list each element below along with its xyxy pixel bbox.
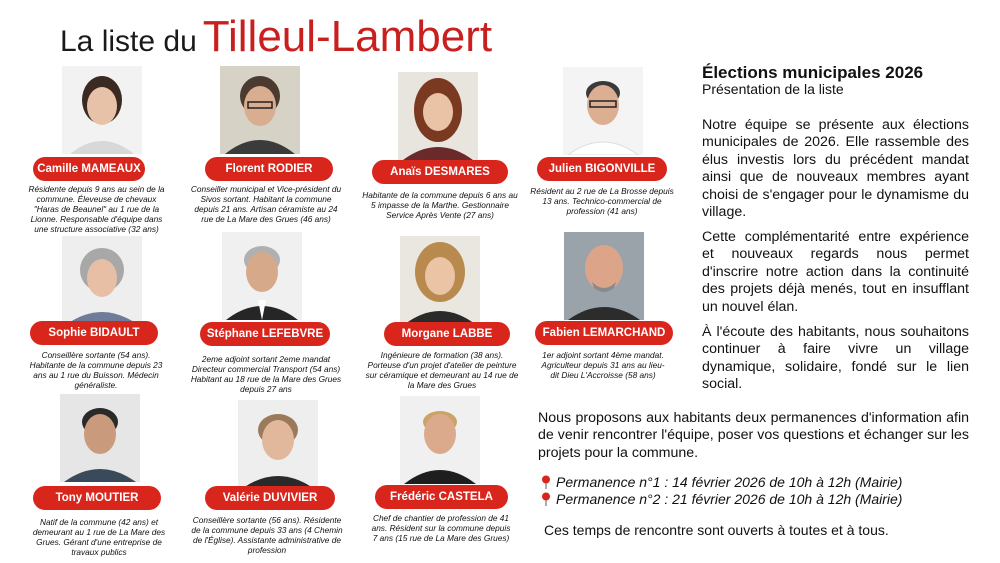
candidate-description: Conseillère sortante (54 ans). Habitante de la commune depuis 23 ans au 1 rue du Buisson. Médecin généraliste. [29, 350, 163, 390]
candidate-description: Résident au 2 rue de La Brosse depuis 13 ans. Technico-commercial de profession (41 ans) [530, 186, 674, 216]
candidate-name: Frédéric CASTELA [375, 485, 508, 509]
permanences-paragraph: Nous proposons aux habitants deux permanences d'information afin de venir rencontrer l'équipe, poser vos questions et échanger sur les projets pour la commune. [538, 410, 969, 461]
candidate-photo [62, 66, 142, 154]
candidate-photo [564, 232, 644, 320]
candidate-photo [400, 396, 480, 484]
candidate-photo [563, 67, 643, 155]
candidate-photo [62, 236, 142, 324]
permanence-2-text: Permanence n°2 : 21 février 2026 de 10h à 12h (Mairie) [556, 491, 903, 507]
candidate-name: Fabien LEMARCHAND [535, 321, 673, 345]
intro-paragraph: Notre équipe se présente aux élections municipales de 2026. Elle rassemble des élus investis lors du précédent mandat ainsi que de nouveaux membres ayant choisi de s'engager pour le dynamisme du village. [702, 117, 969, 221]
candidate-name: Valérie DUVIVIER [205, 486, 335, 510]
candidate-photo [220, 66, 300, 154]
candidate-description: Chef de chantier de profession de 41 ans. Résident sur la commune depuis 7 ans (15 rue de La Mare des Grues) [371, 513, 511, 543]
candidate-description: 1er adjoint sortant 4ème mandat. Agriculteur depuis 31 ans au lieu-dit Dieu L'Accroisse (58 ans) [541, 350, 665, 380]
permanence-2 [540, 491, 902, 507]
complementarity-paragraph: Cette complémentarité entre expérience et nouveaux regards nous permet d'inscrire notre action dans la continuité des projets déjà menés, tout en insufflant un nouvel élan. [702, 229, 969, 315]
candidate-name: Anaïs DESMARES [372, 160, 508, 184]
candidate-name: Camille MAMEAUX [33, 157, 145, 181]
candidate-description: Résidente depuis 9 ans au sein de la commune. Éleveuse de chevaux "Haras de Beaunel" au 1 rue de la Lionne. Responsable d'équipe dans une structure associative (32 ans) [28, 184, 165, 234]
listening-paragraph: À l'écoute des habitants, nous souhaitons continuer à faire vivre un village dynamique, solidaire, fondé sur le lien social. [702, 324, 969, 393]
candidate-name: Sophie BIDAULT [30, 321, 158, 345]
candidate-description: Conseiller municipal et Vice-président du Sivos sortant. Habitant la commune depuis 21 ans. Artisan céramiste au 24 rue de La Mare des Grues (46 ans) [190, 184, 342, 224]
candidate-name: Stéphane LEFEBVRE [200, 322, 330, 346]
title-prefix: La liste du [60, 25, 197, 58]
candidate-photo [60, 394, 140, 482]
pin-icon [540, 475, 552, 489]
elections-heading: Élections municipales 2026 [702, 63, 924, 82]
candidate-description: Habitante de la commune depuis 6 ans au 5 impasse de la Marthe. Gestionnaire Service Après Vente (27 ans) [362, 190, 518, 220]
candidate-name: Florent RODIER [205, 157, 333, 181]
candidate-description: Ingénieure de formation (38 ans). Porteuse d'un projet d'atelier de peinture sur céramique et demeurant au 14 rue de la Mare des Grues [365, 350, 519, 390]
candidate-description: 2eme adjoint sortant 2eme mandat Directeur commercial Transport (54 ans) Habitant au 18 rue de la Mare des Grues depuis 27 ans [190, 354, 342, 394]
title-list-name: Tilleul-Lambert [202, 12, 493, 61]
permanence-1 [540, 474, 902, 490]
closing-note: Ces temps de rencontre sont ouverts à toutes et à tous. [544, 522, 889, 538]
permanence-1-text: Permanence n°1 : 14 février 2026 de 10h à 12h (Mairie) [556, 474, 903, 490]
candidate-photo [222, 232, 302, 320]
pin-icon [540, 492, 552, 506]
candidate-description: Natif de la commune (42 ans) et demeurant au 1 rue de La Mare des Grues. Gérant d'une entreprise de travaux publics [32, 517, 166, 557]
page-title [60, 12, 492, 62]
elections-subheading: Présentation de la liste [702, 81, 844, 97]
candidate-name: Morgane LABBE [384, 322, 510, 346]
candidate-description: Conseillère sortante (56 ans). Résidente de la commune depuis 33 ans (4 Chemin de l'Église). Assistante administrative de profession [191, 515, 343, 555]
candidate-photo [238, 400, 318, 488]
candidate-name: Julien BIGONVILLE [537, 157, 667, 181]
candidate-name: Tony MOUTIER [33, 486, 161, 510]
candidate-photo [398, 72, 478, 160]
candidate-photo [400, 236, 480, 324]
